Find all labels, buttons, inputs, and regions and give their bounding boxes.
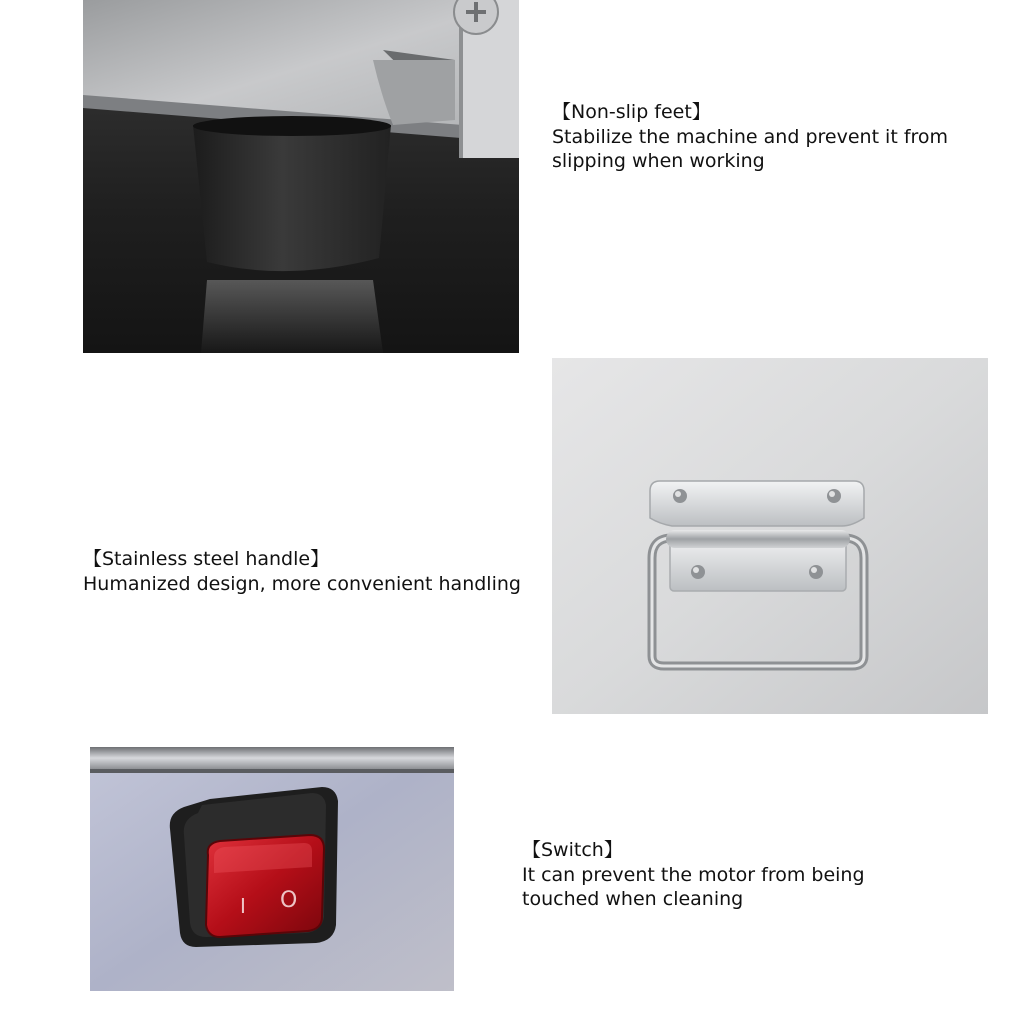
switch-title: 【Switch】 [522,839,623,861]
switch-description: It can prevent the motor from being touched when cleaning [522,863,865,910]
switch-caption [522,838,942,912]
non-slip-feet-description: Stabilize the machine and prevent it from slipping when working [552,125,949,172]
stainless-steel-handle-description: Humanized design, more convenient handling [83,572,521,595]
stainless-steel-handle-photo [552,358,988,714]
non-slip-feet-photo [83,0,519,353]
stainless-steel-handle-caption [83,547,543,596]
non-slip-feet-title: 【Non-slip feet】 [552,101,711,123]
stainless-steel-handle-title: 【Stainless steel handle】 [83,548,330,570]
switch-photo [90,747,454,991]
switch-off-label: O [280,888,298,913]
rocker-switch-illustration [90,747,454,991]
handle-illustration [552,358,988,714]
switch-on-label: I [240,894,246,918]
non-slip-feet-caption [552,100,992,174]
non-slip-foot-illustration [83,0,519,353]
